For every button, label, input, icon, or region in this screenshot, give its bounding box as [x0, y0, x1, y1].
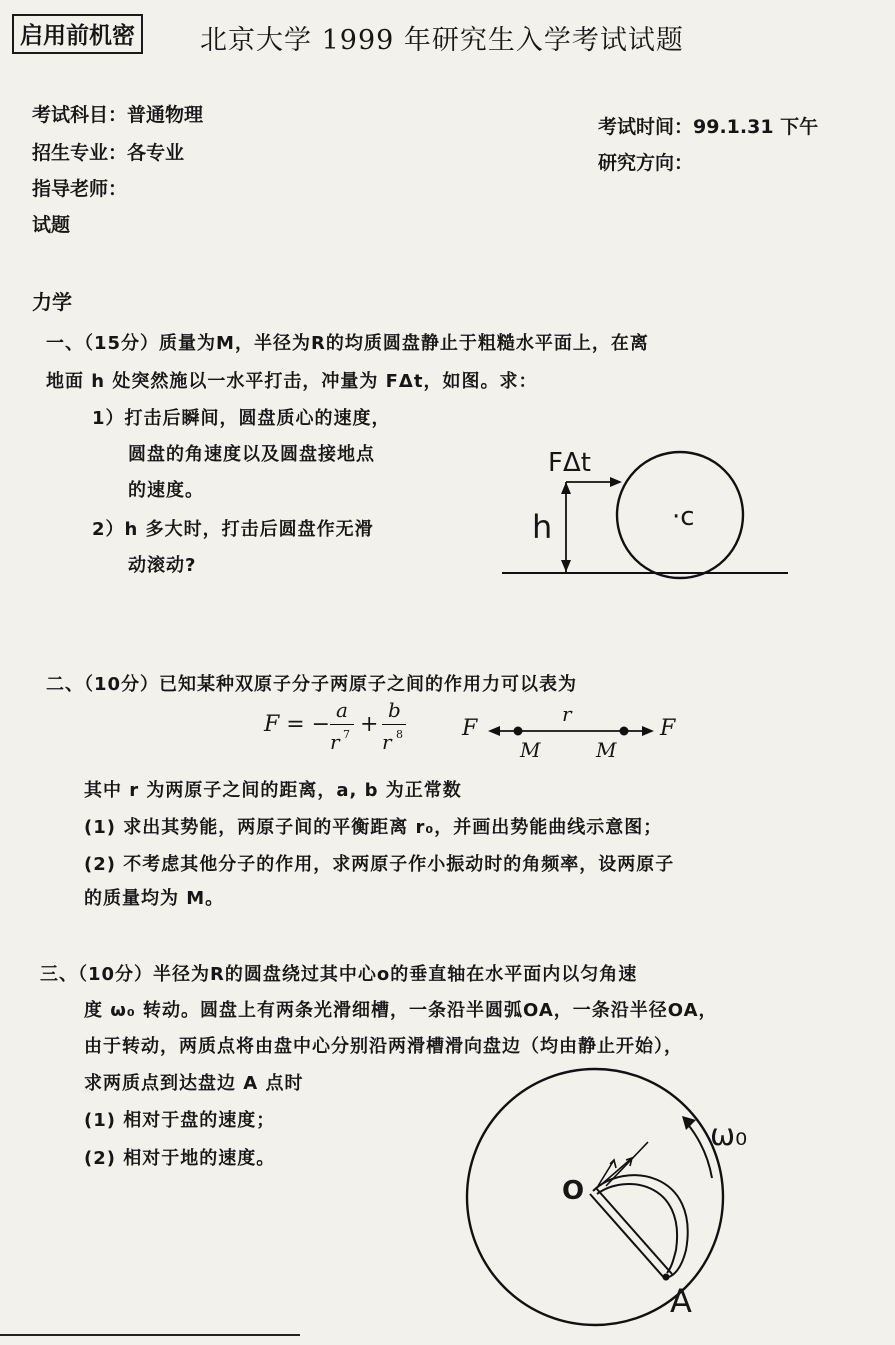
fraction-bar-a — [330, 724, 354, 725]
formula-plus: + — [360, 712, 379, 737]
fraction-bar-b — [382, 724, 406, 725]
q3-line-2: 度 ω₀ 转动。圆盘上有两条光滑细槽，一条沿半圆弧OA，一条沿半径OA， — [84, 1000, 718, 1021]
q1-part2-line2: 动滚动? — [128, 555, 197, 576]
q3-line-3: 由于转动，两质点将由盘中心分别沿两滑槽滑向盘边（均由静止开始）， — [84, 1036, 683, 1057]
q1-part1-line3: 的速度。 — [128, 480, 204, 501]
distance-label: r — [562, 702, 572, 726]
q1-line-2: 地面 h 处突然施以一水平打击，冲量为 FΔt，如图。求： — [46, 371, 538, 392]
force-left-label: F — [462, 716, 478, 741]
point-a-dot — [663, 1274, 670, 1281]
left-force-arrow-head — [488, 726, 500, 736]
exponent-7: 7 — [343, 728, 350, 741]
formula-denominator-r8: r — [382, 730, 392, 754]
formula-numerator-a: a — [336, 698, 348, 722]
page-title: 北京大学 1999 年研究生入学考试试题 — [200, 25, 684, 56]
right-force-arrow-head — [642, 726, 654, 736]
mass-left-label: M — [520, 738, 541, 762]
q1-part1-line2: 圆盘的角速度以及圆盘接地点 — [128, 444, 375, 465]
formula-numerator-b: b — [388, 698, 401, 722]
radial-groove-lower — [590, 1194, 666, 1280]
q2-line-2: 其中 r 为两原子之间的距离，a, b 为正常数 — [84, 780, 462, 801]
center-label: ·c — [672, 502, 695, 532]
q2-sub-2-line1: (2) 不考虑其他分子的作用，求两原子作小振动时的角频率，设两原子 — [84, 854, 675, 875]
radial-groove-upper — [596, 1188, 672, 1274]
formula-denominator-r7: r — [330, 730, 340, 754]
section-mechanics: 力学 — [32, 290, 72, 314]
questions-label: 试题 — [32, 214, 71, 236]
exam-advisor: 指导老师： — [32, 178, 128, 200]
center-o-label: O — [562, 1176, 585, 1206]
q1-part1-line1: 1）打击后瞬间，圆盘质心的速度， — [92, 408, 391, 429]
height-arrow-bottom-head — [561, 560, 571, 572]
research-direction: 研究方向： — [598, 152, 694, 174]
atom-left — [514, 727, 523, 736]
bottom-rule — [0, 1334, 300, 1336]
impulse-label: FΔt — [548, 448, 591, 478]
impulse-arrow-head — [610, 477, 622, 487]
angular-velocity-label: ω₀ — [710, 1118, 748, 1153]
force-right-label: F — [660, 716, 676, 741]
exam-major: 招生专业：各专业 — [32, 142, 185, 164]
sketch-arrow-head-1 — [610, 1160, 616, 1168]
height-label: h — [532, 508, 553, 546]
mass-right-label: M — [596, 738, 617, 762]
confidential-stamp: 启用前机密 — [12, 14, 143, 54]
q3-rotating-disk-figure — [460, 1080, 780, 1320]
q3-sub-1: (1) 相对于盘的速度； — [84, 1110, 276, 1131]
rotation-arrow — [686, 1122, 712, 1178]
exam-time: 考试时间：99.1.31 下午 — [598, 116, 819, 138]
exponent-8: 8 — [396, 728, 403, 741]
semicircle-groove-inner — [597, 1184, 677, 1273]
q2-sub-1: (1) 求出其势能，两原子间的平衡距离 r₀，并画出势能曲线示意图； — [84, 817, 663, 838]
height-arrow-top-head — [561, 482, 571, 494]
q1-line-1: 一、（15分）质量为M，半径为R的均质圆盘静止于粗糙水平面上，在离 — [46, 333, 649, 354]
q3-line-4: 求两质点到达盘边 A 点时 — [84, 1073, 304, 1094]
formula-lhs: F = − — [264, 712, 331, 737]
q2-sub-2-line2: 的质量均为 M。 — [84, 888, 225, 909]
exam-subject: 考试科目：普通物理 — [32, 104, 204, 126]
rotation-arrow-head — [682, 1116, 696, 1130]
q2-line-1: 二、（10分）已知某种双原子分子两原子之间的作用力可以表为 — [46, 674, 578, 695]
point-a-label: A — [670, 1282, 692, 1320]
q1-part2-line1: 2）h 多大时，打击后圆盘作无滑 — [92, 519, 374, 540]
q3-line-1: 三、（10分）半径为R的圆盘绕过其中心o的垂直轴在水平面内以匀角速 — [40, 964, 638, 985]
q3-sub-2: (2) 相对于地的速度。 — [84, 1148, 276, 1169]
